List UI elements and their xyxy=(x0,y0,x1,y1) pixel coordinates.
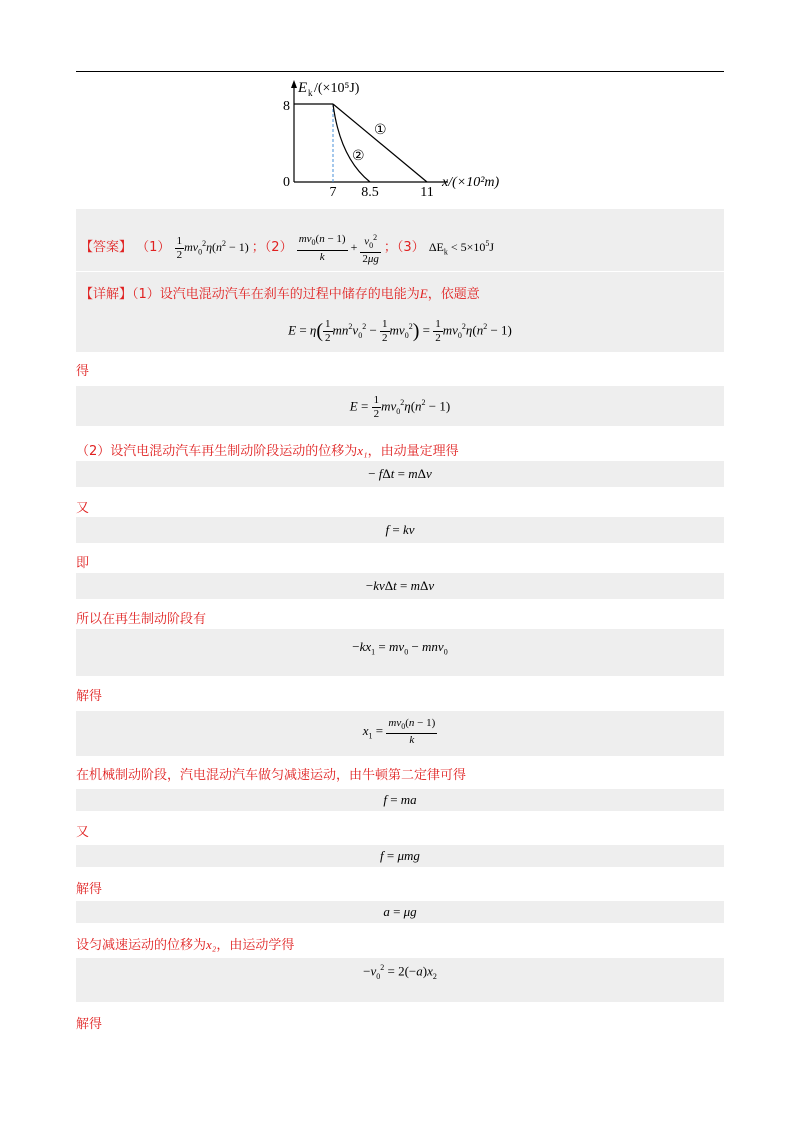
curve-2-label: ② xyxy=(352,148,365,164)
answer-sep2: ；（3） xyxy=(383,240,425,256)
eq-box-3 xyxy=(76,461,724,487)
header-rule xyxy=(76,71,724,72)
equation-8: f = ma xyxy=(383,792,417,807)
curve-2-line xyxy=(333,104,370,182)
text-jiede-2: 解得 xyxy=(76,882,103,897)
eq-box-5 xyxy=(76,573,724,599)
energy-position-graph xyxy=(270,78,530,198)
eq-box-9 xyxy=(76,845,724,867)
answer-3-formula: $\Delta E_k < 5\times 10^5J$ xyxy=(428,239,495,257)
y-tick-8: 8 xyxy=(283,99,290,114)
answer-1-formula: $\frac{1}{2}$ $mv_0^2\eta(n^2 - 1)$ xyxy=(176,234,252,261)
equation-3: − fΔt = mΔv xyxy=(368,466,432,481)
y-axis-unit: /(×10⁵J) xyxy=(314,81,360,96)
y-axis-sub: k xyxy=(308,88,313,98)
eq-box-7 xyxy=(76,711,724,756)
equation-6: $-kx_1 = mv_0 - mnv_0$ xyxy=(352,639,448,657)
detail-intro-end: ，依题意 xyxy=(427,287,480,302)
equation-4: f = kv xyxy=(385,522,415,537)
answer-p1: （1） xyxy=(136,240,171,256)
y-axis-arrow xyxy=(291,80,297,88)
equation-2: E = $\frac{1}{2}$ $mv_0^2\eta(n^2 - 1)$ xyxy=(349,394,451,420)
detail-box xyxy=(76,272,724,352)
text-ji: 即 xyxy=(76,556,90,571)
curve-1-line xyxy=(333,104,427,182)
text-part-2: （2）设汽电混动汽车再生制动阶段运动的位移为x₁，由动量定理得 xyxy=(76,443,459,459)
eq-box-8 xyxy=(76,789,724,811)
text-you-2: 又 xyxy=(76,825,90,840)
detail-intro: （1）设汽电混动汽车在刹车的过程中储存的电能为 xyxy=(132,287,420,302)
answer-2-formula: $\frac{mv_0(n - 1)}{k}$ + $\frac{v_0^2}{2\mu g}$ xyxy=(298,233,379,265)
text-you-1: 又 xyxy=(76,501,90,516)
text-jiede-3: 解得 xyxy=(76,1017,103,1032)
x-tick-7: 7 xyxy=(329,185,337,198)
text-suoyi: 所以在再生制动阶段有 xyxy=(76,612,207,627)
equation-7: $x_1$ = $\frac{mv_0(n - 1)}{k}$ xyxy=(362,717,436,747)
eq-box-2 xyxy=(76,386,724,426)
equation-5: −kvΔt = mΔv xyxy=(365,578,435,593)
eq-box-4 xyxy=(76,517,724,543)
detail-var: E xyxy=(419,286,428,301)
x-axis-label: x/(×10²m) xyxy=(442,175,500,190)
equation-11: $-v_0^2 = 2(-a)x_2$ xyxy=(363,963,437,981)
eq-box-10 xyxy=(76,901,724,923)
eq-box-11 xyxy=(76,958,724,1002)
detail-label: 【详解】 xyxy=(80,287,133,302)
text-jixie: 在机械制动阶段，汽电混动汽车做匀减速运动，由牛顿第二定律可得 xyxy=(76,768,467,783)
equation-10: a = μg xyxy=(383,904,417,919)
x-tick-11: 11 xyxy=(420,185,434,198)
answer-sep1: ；（2） xyxy=(251,240,293,256)
x-tick-8-5: 8.5 xyxy=(361,185,379,198)
text-she: 设匀减速运动的位移为x₂，由运动学得 xyxy=(76,937,295,953)
curve-1-label: ① xyxy=(374,122,387,138)
answer-box xyxy=(76,209,724,271)
origin-label: 0 xyxy=(283,175,290,190)
equation-1: E = η( $\frac{1}{2}$ $mn^2v_0^2$ − $\frac{1}{2}$ $mv_0^2$) = $\frac{1}{2}$ $mv_0^2\eta(n^2 - 1)$ xyxy=(288,318,512,344)
eq-box-6 xyxy=(76,629,724,676)
equation-9: f = μmg xyxy=(380,848,420,863)
text-jiede-1: 解得 xyxy=(76,689,103,704)
text-de-1: 得 xyxy=(76,364,90,379)
y-axis-label: E xyxy=(298,80,308,96)
answer-label: 【答案】 xyxy=(80,240,133,256)
